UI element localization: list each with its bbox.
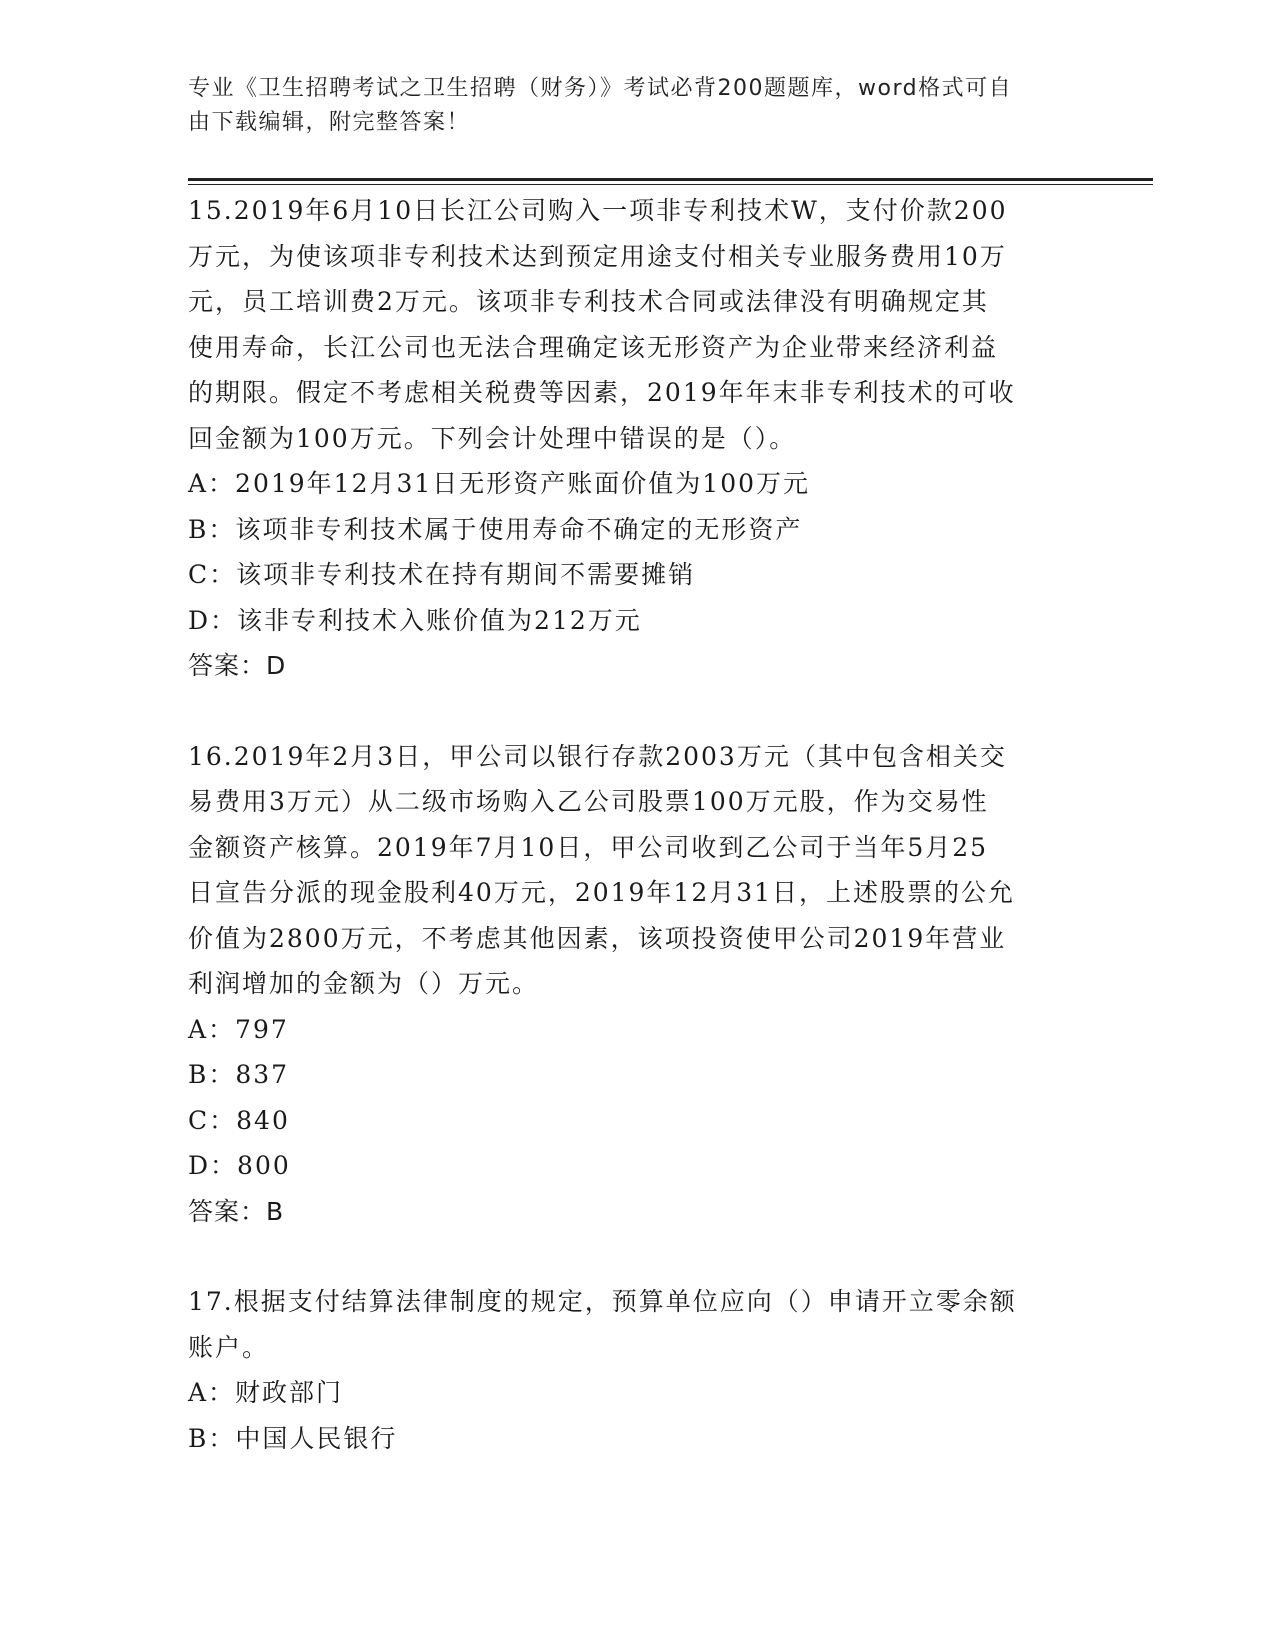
question-stem-line: 账户。 — [188, 1332, 270, 1362]
answer: 答案：B — [188, 1196, 285, 1226]
option-c: C：该项非专利技术在持有期间不需要摊销 — [188, 560, 696, 589]
question-stem-line: 日宣告分派的现金股利40万元，2019年12月31日，上述股票的公允 — [188, 878, 1016, 907]
answer: 答案：D — [188, 651, 287, 680]
header-divider-thin — [188, 184, 1153, 185]
question-stem-line: 的期限。假定不考虑相关税费等因素，2019年年末非专利技术的可收 — [188, 378, 1016, 407]
option-a: A：财政部门 — [188, 1378, 344, 1407]
question-stem-line: 万元，为使该项非专利技术达到预定用途支付相关专业服务费用10万 — [188, 241, 1007, 271]
option-d: D：800 — [188, 1151, 291, 1180]
option-b: B：中国人民银行 — [188, 1423, 398, 1453]
question-16 — [188, 734, 1088, 1235]
question-stem-line: 金额资产核算。2019年7月10日，甲公司收到乙公司于当年5月25 — [188, 832, 989, 862]
option-b: B：837 — [188, 1060, 290, 1089]
question-stem-line: 15.2019年6月10日长江公司购入一项非专利技术W，支付价款200 — [188, 196, 1008, 225]
header-line-2: 由下载编辑，附完整答案！ — [188, 110, 471, 135]
header-line-1: 专业《卫生招聘考试之卫生招聘（财务）》考试必背200题题库，word格式可自 — [188, 76, 1013, 101]
question-spacer — [188, 689, 1088, 734]
option-d: D：该非专利技术入账价值为212万元 — [188, 605, 642, 635]
header-divider-thick — [188, 178, 1153, 181]
question-stem-line: 16.2019年2月3日，甲公司以银行存款2003万元（其中包含相关交 — [188, 741, 1007, 771]
question-stem-line: 使用寿命，长江公司也无法合理确定该无形资产为企业带来经济利益 — [188, 332, 999, 362]
document-header — [188, 72, 1068, 140]
question-15 — [188, 188, 1088, 689]
question-stem-line: 价值为2800万元，不考虑其他因素，该项投资使甲公司2019年营业 — [188, 923, 1007, 953]
question-spacer — [188, 1234, 1088, 1279]
question-stem-line: 元，员工培训费2万元。该项非专利技术合同或法律没有明确规定其 — [188, 287, 989, 316]
question-stem-line: 17.根据支付结算法律制度的规定，预算单位应向（）申请开立零余额 — [188, 1287, 1017, 1316]
question-stem-line: 利润增加的金额为（）万元。 — [188, 969, 540, 998]
question-stem-line: 易费用3万元）从二级市场购入乙公司股票100万元股，作为交易性 — [188, 787, 989, 816]
question-list — [188, 188, 1088, 1461]
option-a: A：2019年12月31日无形资产账面价值为100万元 — [188, 469, 811, 498]
question-17 — [188, 1279, 1088, 1461]
option-c: C：840 — [188, 1105, 290, 1135]
question-stem-line: 回金额为100万元。下列会计处理中错误的是（）。 — [188, 423, 797, 453]
option-a: A：797 — [188, 1014, 289, 1044]
option-b: B：该项非专利技术属于使用寿命不确定的无形资产 — [188, 514, 803, 544]
